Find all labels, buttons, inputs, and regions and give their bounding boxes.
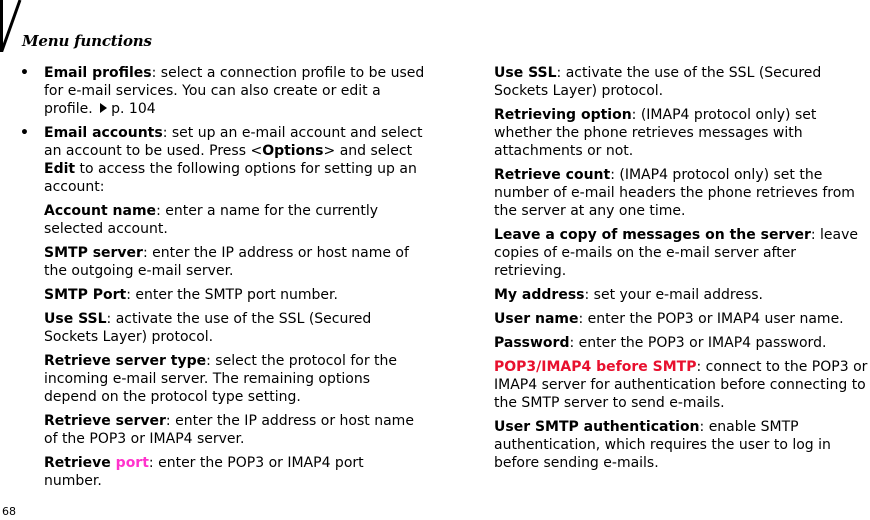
option-retrieve-count [494,166,870,220]
desc-use-ssl-right: : activate the use of the SSL (Secured Sockets Layer) protocol. [494,65,822,99]
desc-smtp-server: : enter the IP address or host name of the outgoing e-mail server. [44,245,409,279]
option-account-name [20,202,425,238]
desc-user-smtp-auth: : enable SMTP authentication, which requires the user to log in before sending e-mails. [494,419,831,471]
option-password [494,334,870,352]
term-use-ssl-right: Use SSL [494,65,557,81]
desc-retrieve-server-type: : select the protocol for the incoming e-mail server. The remaining options depend on the protocol type setting. [44,353,398,405]
desc-retrieve-port: : enter the POP3 or IMAP4 port number. [44,455,364,489]
desc-password: : enter the POP3 or IMAP4 password. [569,335,827,351]
desc-use-ssl-left: : activate the use of the SSL (Secured Sockets Layer) protocol. [44,311,372,345]
term-retrieve-port-1: Retrieve [44,455,116,471]
desc-my-address: : set your e-mail address. [584,287,764,303]
desc-email-profiles: : select a connection profile to be used for e-mail services. You can also create or edit a profile. [44,65,425,117]
term-email-profiles: Email profiles [44,65,152,81]
desc-smtp-port: : enter the SMTP port number. [126,287,338,303]
term-use-ssl-left: Use SSL [44,311,107,327]
term-retrieve-count: Retrieve count [494,167,611,183]
option-user-name [494,310,870,328]
right-column [494,64,870,478]
desc-retrieve-count: : (IMAP4 protocol only) set the number of e-mail headers the phone retrieves from the server at any one time. [494,167,855,219]
page-number: 68 [2,505,16,518]
bullet-dot-icon: • [20,125,29,141]
term-user-name: User name [494,311,579,327]
option-retrieving-option [494,106,870,160]
option-leave-copy [494,226,870,280]
option-my-address [494,286,870,304]
term-retrieving-option: Retrieving option [494,107,632,123]
page-header-title: Menu functions [22,32,152,50]
list-item-email-profiles [20,64,425,118]
option-retrieve-port [20,454,425,490]
left-column [20,64,425,496]
option-smtp-port [20,286,425,304]
page-reference: p. 104 [111,101,156,117]
desc-email-accounts-2: > and select [323,143,413,159]
desc-user-name: : enter the POP3 or IMAP4 user name. [578,311,844,327]
header-decoration-icon [0,0,22,52]
option-retrieve-server [20,412,425,448]
term-my-address: My address [494,287,585,303]
option-use-ssl-left [20,310,425,346]
desc-retrieve-server: : enter the IP address or host name of the POP3 or IMAP4 server. [44,413,414,447]
term-pop-before-smtp: POP3/IMAP4 before SMTP [494,359,697,375]
desc-email-accounts-3: to access the following options for setting up an account: [44,161,417,195]
triangle-right-icon [100,103,107,113]
term-leave-copy: Leave a copy of messages on the server [494,227,811,243]
desc-account-name: : enter a name for the currently selected account. [44,203,379,237]
term-email-accounts: Email accounts [44,125,163,141]
option-pop-before-smtp [494,358,870,412]
desc-pop-before-smtp: : connect to the POP3 or IMAP4 server for authentication before connecting to the SMTP server to send e-mails. [494,359,868,411]
list-item-email-accounts [20,124,425,196]
option-smtp-server [20,244,425,280]
term-retrieve-port-2: port [115,455,149,471]
desc-retrieving-option: : (IMAP4 protocol only) set whether the phone retrieves messages with attachments or not. [494,107,817,159]
desc-leave-copy: : leave copies of e-mails on the e-mail server after retrieving. [494,227,859,279]
term-smtp-port: SMTP Port [44,287,127,303]
term-smtp-server: SMTP server [44,245,143,261]
menu-edit: Edit [44,161,76,177]
term-retrieve-server: Retrieve server [44,413,166,429]
bullet-dot-icon: • [20,65,29,81]
term-user-smtp-auth: User SMTP authentication [494,419,700,435]
term-password: Password [494,335,570,351]
desc-email-accounts-1: : set up an e-mail account and select an account to be used. Press < [44,125,423,159]
softkey-options: Options [262,143,324,159]
option-retrieve-server-type [20,352,425,406]
option-user-smtp-auth [494,418,870,472]
term-retrieve-server-type: Retrieve server type [44,353,207,369]
option-use-ssl-right [494,64,870,100]
term-account-name: Account name [44,203,157,219]
